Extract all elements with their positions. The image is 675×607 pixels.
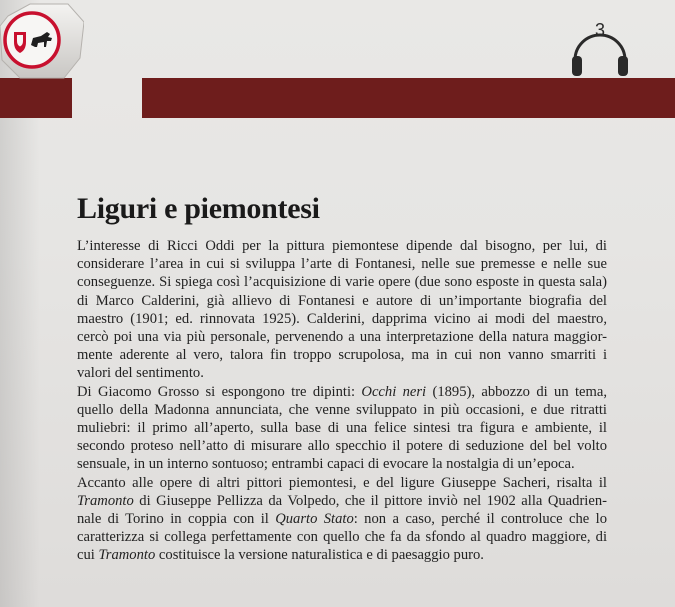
text-line: [77, 510, 607, 528]
text-run: conseguenze. Si spiega così l’acquisizione di varie opere (due sono esposte in questa sala): [77, 274, 607, 291]
text-run: : non a caso, perché il controluce che lo: [353, 511, 607, 528]
header-band-left: [0, 78, 72, 118]
text-line: [77, 528, 607, 546]
text-run: quello della Madonna annunciata, che venne sviluppato in più occasioni, e due ritratti: [77, 401, 607, 418]
text-line: [77, 401, 607, 419]
text-line: [77, 255, 607, 273]
text-run: Accanto alle opere di altri pittori piemontesi, e del ligure Giuseppe Sacheri, risalta il: [77, 474, 607, 491]
text-run: (1895), abbozzo di un tema,: [426, 383, 607, 400]
page-title: Liguri e piemontesi: [77, 192, 320, 225]
header-band: [142, 78, 675, 118]
text-line: [77, 474, 607, 492]
text-run: considerare l’area in cui si sviluppa l’arte di Fontanesi, nelle sue premesse e nelle sue: [77, 256, 607, 273]
text-line: [77, 383, 607, 401]
text-line: [77, 437, 607, 455]
text-run: mente aderente al vero, talora fin troppo scrupolosa, ma in cui non vanno smarriti i: [77, 347, 607, 364]
text-line: [77, 546, 607, 564]
text-line: [77, 346, 607, 364]
italic-title: Tramonto: [77, 492, 134, 509]
text-line: [77, 364, 607, 382]
paragraph: [77, 474, 607, 565]
text-line: [77, 492, 607, 510]
text-run: Di Giacomo Grosso si espongono tre dipinti:: [77, 383, 362, 400]
text-run: cercò poi una via più personale, pervenendo a una interpretazione della natura maggior-: [77, 329, 607, 346]
text-run: secondo proteso nell’atto di misurare allo specchio il potere di seduzione del bel volto: [77, 438, 607, 455]
text-line: [77, 237, 607, 255]
text-run: di Marco Calderini, già allievo di Fontanesi e autore di un’importante biografia del: [77, 292, 607, 309]
text-line: [77, 328, 607, 346]
italic-title: Occhi neri: [361, 383, 427, 400]
text-line: [77, 455, 607, 473]
text-run: costituisce la versione naturalistica e di paesaggio puro.: [155, 547, 484, 564]
paragraph: [77, 237, 607, 383]
text-line: [77, 292, 607, 310]
text-run: sensuale, in un interno sontuoso; entrambi capaci di evocare la nostalgia di un’epoca.: [77, 456, 575, 473]
italic-title: Quarto Stato: [275, 511, 354, 528]
text-run: muliebri: il primo all’aperto, sulla base di una felice sintesi tra figura e ambiente, il: [77, 420, 607, 437]
text-run: nale di Torino in coppia con il: [77, 511, 276, 528]
text-run: di Giuseppe Pellizza da Volpedo, che il pittore inviò nel 1902 alla Quadrien-: [133, 492, 607, 509]
text-run: L’interesse di Ricci Oddi per la pittura piemontese dipende dal bisogno, per lui, di: [77, 238, 607, 254]
museum-emblem-icon: [0, 2, 84, 80]
paragraph: [77, 383, 607, 474]
italic-title: Tramonto: [98, 547, 156, 564]
text-line: [77, 273, 607, 291]
text-line: [77, 419, 607, 437]
text-run: cui: [77, 547, 99, 564]
body-text: [77, 237, 607, 565]
text-run: caratterizza si collega perfettamente con quello che fa da sfondo al quadro maggiore, di: [77, 529, 607, 546]
audio-guide-number: 3: [594, 20, 605, 40]
text-run: maestro (1901; ed. rinnovata 1925). Calderini, dapprima vicino ai modi del maestro,: [77, 310, 607, 327]
text-line: [77, 310, 607, 328]
text-run: valori del sentimento.: [77, 365, 204, 382]
